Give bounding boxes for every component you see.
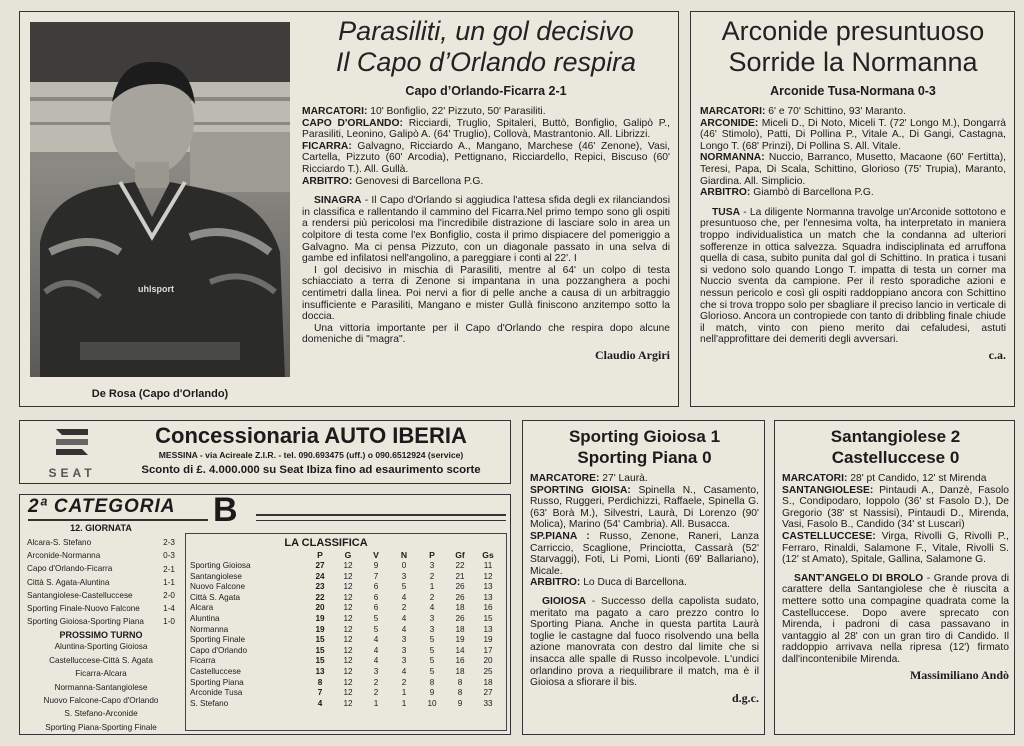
next-round-list [26, 640, 176, 734]
stat-value: 3 [401, 635, 407, 645]
stat-value: 4 [373, 656, 379, 666]
stat-value: 5 [429, 666, 435, 676]
dateline: SINAGRA [314, 195, 362, 207]
next-match: S. Stefano-Arconide [64, 709, 138, 719]
stat-text: 10' Bonfiglio, 22' Pizzuto, 50' Parasiliti. [367, 106, 546, 117]
author-signature: Claudio Argiri [594, 347, 670, 362]
stat-label: SANTANGIOLESE: [782, 484, 874, 496]
next-match: Nuovo Falcone-Capo d'Orlando [43, 696, 159, 706]
stat-value: 9 [429, 688, 435, 698]
standings-row [190, 699, 502, 710]
stat-value: 23 [315, 582, 325, 592]
column-header: P [429, 550, 435, 560]
stat-value: 12 [343, 582, 353, 592]
car-dealer-ad [19, 420, 511, 484]
column-header [190, 549, 306, 561]
match-name: Capo d'Orlando-Ficarra [27, 564, 113, 574]
stat-value: 11 [483, 561, 493, 570]
author-signature: c.a. [988, 347, 1006, 362]
stat-value: 8 [429, 677, 435, 687]
stat-value: 3 [401, 656, 407, 666]
team-name: Nuovo Falcone [190, 582, 246, 592]
photo-caption: De Rosa (Capo d'Orlando) [91, 388, 229, 400]
match-result: Capo d’Orlando-Ficarra 2-1 [405, 84, 567, 98]
stat-value: 26 [455, 613, 465, 623]
match-name: Sporting Gioiosa-Sporting Piana [27, 617, 144, 627]
stat-text: Spinella N., Casamento, Russo, Ruggeri, Perdichizzi, Raffaele, Spinella G. (63' Borà M.), Silvestri, Laurà, Di Lorenzo (90' Molica), Marino (54' Cambria). All. Busacca. [530, 484, 759, 531]
stat-value: 12 [343, 624, 353, 634]
stat-text: Virga, Rivolli G, Rivolli P., Ferraro, Rinaldi, Salamone F., Vitale, Rivolli S. (12' st Amato), Spitale, Gallina, Salamone G. [782, 530, 1009, 566]
ad-offer: Sconto di £. 4.000.000 su Seat Ibiza fino ad esaurimento scorte [141, 464, 481, 476]
standings-row [190, 593, 502, 604]
stat-text: Galvagno, Ricciardo A., Mangano, Marchese (46' Zenone), Vasi, Cartella, Pizzuto (60' Arcodia), Pettignano, Ricciardello, Repici, Biscuso (60' Ricciardo T.). All. Gullà. [302, 140, 670, 175]
stat-value: 5 [429, 645, 435, 655]
team-name: Capo d'Orlando [190, 645, 248, 655]
stat-value: 15 [315, 635, 325, 645]
stat-value: 4 [401, 666, 407, 676]
stat-value: 12 [343, 571, 353, 581]
stat-text: Giambò di Barcellona P.G. [750, 187, 874, 199]
standings-row [190, 656, 502, 667]
stat-value: 12 [343, 561, 353, 570]
stat-value: 3 [401, 571, 407, 581]
stat-value: 13 [483, 582, 493, 592]
stat-label: CAPO D'ORLANDO: [302, 117, 403, 129]
stat-text: 28' pt Candido, 12' st Mirenda [847, 473, 987, 484]
stat-value: 3 [429, 624, 435, 634]
column-header: P [317, 550, 323, 560]
stat-value: 13 [483, 624, 493, 634]
article-4-content [782, 426, 1009, 683]
stat-value: 26 [455, 582, 465, 592]
stat-text: Ricciardi, Truglio, Spitaleri, Buttò, Bonfiglio, Galipò P., Parasiliti, Leonino, Galipò A. (64' Truglio), Collovà, Mastrantonio. All. Librizzi. [302, 117, 670, 141]
team-name: Normanna [190, 624, 229, 634]
ad-title: Concessionaria AUTO IBERIA [155, 423, 467, 448]
team-name: Ficarra [190, 656, 216, 666]
dateline: SANT'ANGELO DI BROLO [794, 572, 924, 584]
match-score: 1-4 [163, 604, 175, 614]
header-rule [256, 514, 506, 521]
stat-value: 4 [317, 698, 323, 708]
stat-label: ARCONIDE: [700, 117, 759, 129]
dateline: GIOIOSA [542, 595, 587, 607]
article-body: TUSA - La diligente Normanna travolge un'Arconide sottotono e presuntuoso che, per l'ennesima volta, ha interpretato in maniera troppo individualistica un match che la condanna ad ulteriori sofferenze in ottica salvezza. Squadra indisciplinata ed arruffona quella di casa, subito punita dal gol di Schittino. In pratica i tusani si vedono solo quando Longo T. impatta di testa un corner ma Nuccio sventa da campione. Per il resto sporadiche azioni e nessun pericolo e così gli ospiti raddoppiano ancora con Schittino che si trova troppo solo per sbagliare il preciso lancio in verticale di Glorioso. Ancora un contropiede con tanto di dribbling finale chiude il match, vinto con pieno merito dai cefaludesi, astuti nell'approfittare dei demeriti degli avversari. [700, 206, 1006, 346]
seat-brand-text: SEAT [48, 466, 96, 480]
stat-value: 26 [455, 592, 465, 602]
column-header: G [344, 550, 352, 560]
stat-value: 2 [429, 571, 435, 581]
stat-value: 12 [483, 571, 493, 581]
stat-value: 2 [401, 677, 407, 687]
stat-value: 8 [457, 677, 463, 687]
stat-value: 24 [315, 571, 325, 581]
stat-value: 12 [343, 666, 353, 676]
stat-value: 16 [455, 656, 465, 666]
stat-value: 6 [373, 592, 379, 602]
stat-value: 19 [455, 635, 465, 645]
stat-value: 7 [317, 688, 323, 698]
standings-row [190, 688, 502, 699]
stat-value: 5 [373, 613, 379, 623]
round-results [26, 523, 176, 734]
author-signature: d.g.c. [732, 690, 759, 705]
standings-row [190, 667, 502, 678]
stat-value: 19 [315, 613, 325, 623]
dateline: TUSA [712, 206, 741, 218]
headline-line-2: Il Capo d’Orlando respira [335, 47, 637, 77]
standings [185, 533, 507, 731]
match-score: 1-0 [163, 617, 175, 627]
standings-row [190, 603, 502, 614]
team-name: Aluntina [190, 613, 220, 623]
author-signature: Massimiliano Andò [909, 667, 1009, 682]
headline-line-1: Arconide presuntuoso [721, 16, 985, 46]
stat-value: 3 [429, 613, 435, 623]
shirt-brand-text: uhlsport [138, 284, 174, 294]
stat-value: 13 [483, 592, 493, 602]
stat-value: 21 [455, 571, 465, 581]
ad-address: MESSINA - via Acireale Z.I.R. - tel. 090.693475 (uff.) o 090.6512924 (service) [158, 450, 464, 460]
stat-label: SPORTING GIOISA: [530, 484, 631, 496]
article-body: GIOIOSA - Successo della capolista sudato, meritato ma pagato a caro prezzo contro lo Sporting Piana. Anche in questa partita Laurà toglie le castagne dal fuoco risolvendo una bella azione manovrata con destro dal limite che si insacca alle spalle di Russo incolpevole. L'undici orlandino prova a riequilibrare il match, ma è il Gioiosa a sfiorare il bis. [530, 595, 759, 689]
headline-line-1: Sporting Gioiosa 1 [568, 427, 721, 446]
stat-label: MARCATORI: [302, 106, 368, 117]
stat-value: 12 [343, 635, 353, 645]
stat-value: 6 [373, 582, 379, 592]
stat-value: 12 [343, 698, 353, 708]
next-round-title: PROSSIMO TURNO [59, 630, 143, 641]
stat-value: 2 [401, 603, 407, 613]
headline-line-2: Castelluccese 0 [831, 448, 960, 467]
stat-value: 10 [427, 698, 437, 708]
stat-label: MARCATORI: [700, 106, 766, 117]
stat-label: ARBITRO: [302, 175, 353, 187]
category-title: 2ª CATEGORIA [28, 496, 176, 517]
stat-value: 22 [455, 561, 465, 570]
stat-value: 1 [401, 688, 407, 698]
stat-value: 12 [343, 688, 353, 698]
stat-value: 1 [401, 698, 407, 708]
column-header: N [400, 550, 408, 560]
stat-value: 3 [373, 666, 379, 676]
stat-value: 2 [429, 592, 435, 602]
stat-value: 3 [401, 645, 407, 655]
standings-title: LA CLASSIFICA [284, 537, 368, 549]
standings-row [190, 635, 502, 646]
stat-value: 4 [373, 645, 379, 655]
stat-value: 3 [429, 561, 435, 570]
stat-value: 15 [315, 656, 325, 666]
stat-value: 9 [457, 698, 463, 708]
stat-value: 1 [373, 698, 379, 708]
stat-value: 4 [401, 592, 407, 602]
stat-text: Nuccio, Barranco, Musetto, Macaone (60' Fertitta), Teresi, Papa, Di Scala, Schittino, Glorioso (75' Trupia), Maranto, Giardina. All. Simplicio. [700, 152, 1006, 187]
standings-table [190, 549, 502, 709]
headline-line-1: Parasiliti, un gol decisivo [338, 16, 634, 46]
standings-row [190, 582, 502, 593]
stat-value: 12 [343, 592, 353, 602]
stat-value: 8 [457, 688, 463, 698]
stat-value: 27 [483, 688, 493, 698]
article-body: SANT'ANGELO DI BROLO - Grande prova di carattere della Santangiolese che è riuscita a mettere sotto una compagine quadrata come la Castelluccese. Dopo avere sprecato con Mirenda, i padroni di casa passavano in vantaggio al 28' con un gran tiro di Candido. Il raddoppio arrivava nella ripresa (12') firmato dall'incontenibile Mirenda. [782, 572, 1009, 665]
stat-value: 18 [455, 603, 465, 613]
stat-value: 15 [315, 645, 325, 655]
match-score: 1-1 [163, 577, 175, 587]
header-rule-left [28, 519, 208, 521]
stat-value: 14 [455, 645, 465, 655]
team-name: Castelluccese [190, 666, 241, 676]
stat-text: Genovesi di Barcellona P.G. [352, 175, 484, 187]
column-header: V [373, 550, 379, 560]
stat-value: 18 [455, 666, 465, 676]
stat-text: Miceli D., Di Noto, Miceli T. (72' Longo M.), Dongarrà (46' Stimolo), Patti, Di Pollina P., Vitale A., Di Gangi, Castagna, Longo T. (68' Prinzi), Di Pollina S. All. Vitale. [700, 117, 1006, 152]
next-match: Castelluccese-Città S. Agata [49, 655, 153, 665]
stat-value: 19 [315, 624, 325, 634]
article-santangiolese-castelluccese [774, 420, 1015, 735]
result-row [26, 576, 176, 589]
headline-line-2: Sorride la Normanna [728, 47, 978, 77]
next-match: Aluntina-Sporting Gioiosa [54, 642, 148, 652]
article-3-content [530, 426, 759, 706]
article-body-p3: Una vittoria importante per il Capo d'Orlando che respira dopo alcune domeniche di "magra". [302, 322, 670, 346]
stat-value: 12 [343, 613, 353, 623]
result-row [26, 549, 176, 562]
player-photo-illustration [30, 22, 290, 377]
match-name: Arconide-Normanna [27, 551, 101, 561]
stat-value: 5 [401, 582, 407, 592]
standings-row [190, 646, 502, 657]
result-row [26, 562, 176, 575]
article-1-content [302, 16, 670, 363]
stat-value: 9 [373, 561, 379, 570]
match-score: 2-0 [163, 590, 175, 600]
round-title: 12. GIORNATA [70, 523, 132, 533]
stat-value: 13 [315, 666, 325, 676]
stat-value: 2 [373, 688, 379, 698]
match-score: 0-3 [163, 551, 175, 561]
match-name: Città S. Agata-Aluntina [27, 577, 110, 587]
stat-label: SP.PIANA : [530, 530, 590, 542]
standings-row [190, 678, 502, 689]
team-name: S. Stefano [190, 698, 229, 708]
stat-value: 4 [401, 624, 407, 634]
result-row [26, 602, 176, 615]
stat-value: 5 [429, 656, 435, 666]
result-row [26, 615, 176, 628]
stat-value: 12 [343, 656, 353, 666]
headline-line-2: Sporting Piana 0 [577, 448, 712, 467]
next-match: Normanna-Santangiolese [54, 682, 148, 692]
stat-value: 7 [373, 571, 379, 581]
stat-value: 4 [373, 635, 379, 645]
stat-label: CASTELLUCCESE: [782, 530, 876, 542]
article-2-content [700, 16, 1006, 363]
team-name: Alcara [190, 603, 214, 613]
stat-text: Russo, Zenone, Raneri, Lanza Carriccio, Scaglione, Princiotta, Cassarà (52' Starvaggi), Foti, Li Pomi, Lionti (69' Ballariano), Micale. [530, 530, 759, 577]
stat-text: Lo Duca di Barcellona. [580, 577, 687, 589]
team-name: Arconide Tusa [190, 688, 243, 698]
stat-text: 27' Laurà. [599, 473, 648, 484]
team-name: Santangiolese [190, 571, 242, 581]
stat-value: 12 [343, 603, 353, 613]
match-result: Arconide Tusa-Normana 0-3 [770, 84, 936, 98]
stat-value: 12 [343, 645, 353, 655]
stat-value: 18 [483, 677, 493, 687]
stat-text: 6' e 70' Schittino, 93' Maranto. [765, 106, 906, 117]
category-standings-box [19, 494, 511, 735]
stat-value: 17 [483, 645, 493, 655]
match-name: Sporting Finale-Nuovo Falcone [27, 604, 140, 614]
match-name: Alcara-S. Stefano [27, 538, 92, 547]
stat-label: NORMANNA: [700, 152, 765, 164]
seat-logo [34, 427, 110, 480]
headline-line-1: Santangiolese 2 [830, 427, 961, 446]
stat-value: 20 [483, 656, 493, 666]
stat-value: 8 [317, 677, 323, 687]
team-name: Sporting Finale [190, 635, 246, 645]
article-capo-orlando-ficarra [19, 11, 679, 407]
next-match: Sporting Piana-Sporting Finale [45, 722, 157, 732]
stat-value: 6 [373, 603, 379, 613]
stat-value: 15 [483, 613, 493, 623]
result-row [26, 589, 176, 602]
stat-value: 12 [343, 677, 353, 687]
stat-value: 1 [429, 582, 435, 592]
team-name: Sporting Piana [190, 677, 244, 687]
stat-value: 4 [401, 613, 407, 623]
match-stats [302, 106, 670, 187]
article-body-p2: I gol decisivo in mischia di Parasiliti, mentre al 64' un colpo di testa schiacciato a terra di Zenone si impantana in una pozzanghera a pochi centimetri dalla linea. Poi nervi a fior di pelle anche a causa di un arbitraggio insufficiente e Parasiliti, Mangano e mister Gullà finiscono anzitempo sotto la doccia. [302, 264, 670, 323]
stat-value: 0 [401, 561, 407, 570]
match-stats [700, 106, 1006, 199]
stat-label: ARBITRO: [530, 577, 581, 589]
standings-row [190, 572, 502, 583]
stat-value: 2 [373, 677, 379, 687]
stat-value: 22 [315, 592, 325, 602]
stat-value: 4 [429, 603, 435, 613]
match-name: Santangiolese-Castelluccese [27, 590, 133, 600]
next-match: Ficarra-Alcara [75, 669, 127, 679]
stat-text: Pintaudi A., Danzè, Fasolo S., Condipodaro, Ioppolo (36' st Fasolo D.), De Gregorio (38' st Nassisi), Pintaudi D., Mirenda, Vasi, Fasolo B., Candido (34' st Luscari) [782, 484, 1009, 531]
column-header: Gs [482, 550, 494, 560]
column-header: Gf [455, 550, 465, 560]
player-photo [30, 22, 290, 377]
article-sporting-gioiosa-piana [522, 420, 765, 735]
team-name: Città S. Agata [190, 592, 241, 602]
match-score: 2-3 [163, 538, 175, 548]
results-table [26, 536, 176, 628]
stat-value: 5 [429, 635, 435, 645]
article-body-p1: SINAGRA - Il Capo d'Orlando si aggiudica l'attesa sfida degli ex rilanciandosi in classifica e rallentando il cammino del Ficarra.Nel primo tempo sono gli ospiti a rendersi più pericolosi ma l'incredibile distrazione di lasciare solo in area un colpitore di testa come l'ex Bonfiglio, costa il primo dispiacere del pomeriggio a Galvagno. Ma ci pensa Pizzuto, con un diagonale passato in una selva di gambe ed infilatosi nell'angolino, a pareggiare i conti al 22'. I [302, 195, 670, 265]
stat-value: 20 [315, 603, 325, 613]
stat-label: MARCATORE: [530, 473, 600, 484]
article-arconide-normanna [690, 11, 1015, 407]
seat-logo-icon [34, 427, 110, 461]
team-name: Sporting Gioiosa [190, 561, 251, 570]
standings-row [190, 614, 502, 625]
stat-value: 19 [483, 635, 493, 645]
match-score: 2-1 [163, 564, 175, 574]
stat-label: MARCATORI: [782, 473, 848, 484]
stat-label: FICARRA: [302, 140, 352, 152]
stat-value: 5 [373, 624, 379, 634]
stat-value: 33 [483, 698, 493, 708]
standings-row [190, 561, 502, 572]
stat-label: ARBITRO: [700, 187, 751, 199]
standings-row [190, 625, 502, 636]
stat-value: 16 [483, 603, 493, 613]
stat-value: 27 [315, 561, 325, 570]
category-group-letter: B [213, 494, 238, 529]
stat-value: 25 [483, 666, 493, 676]
stat-value: 18 [455, 624, 465, 634]
